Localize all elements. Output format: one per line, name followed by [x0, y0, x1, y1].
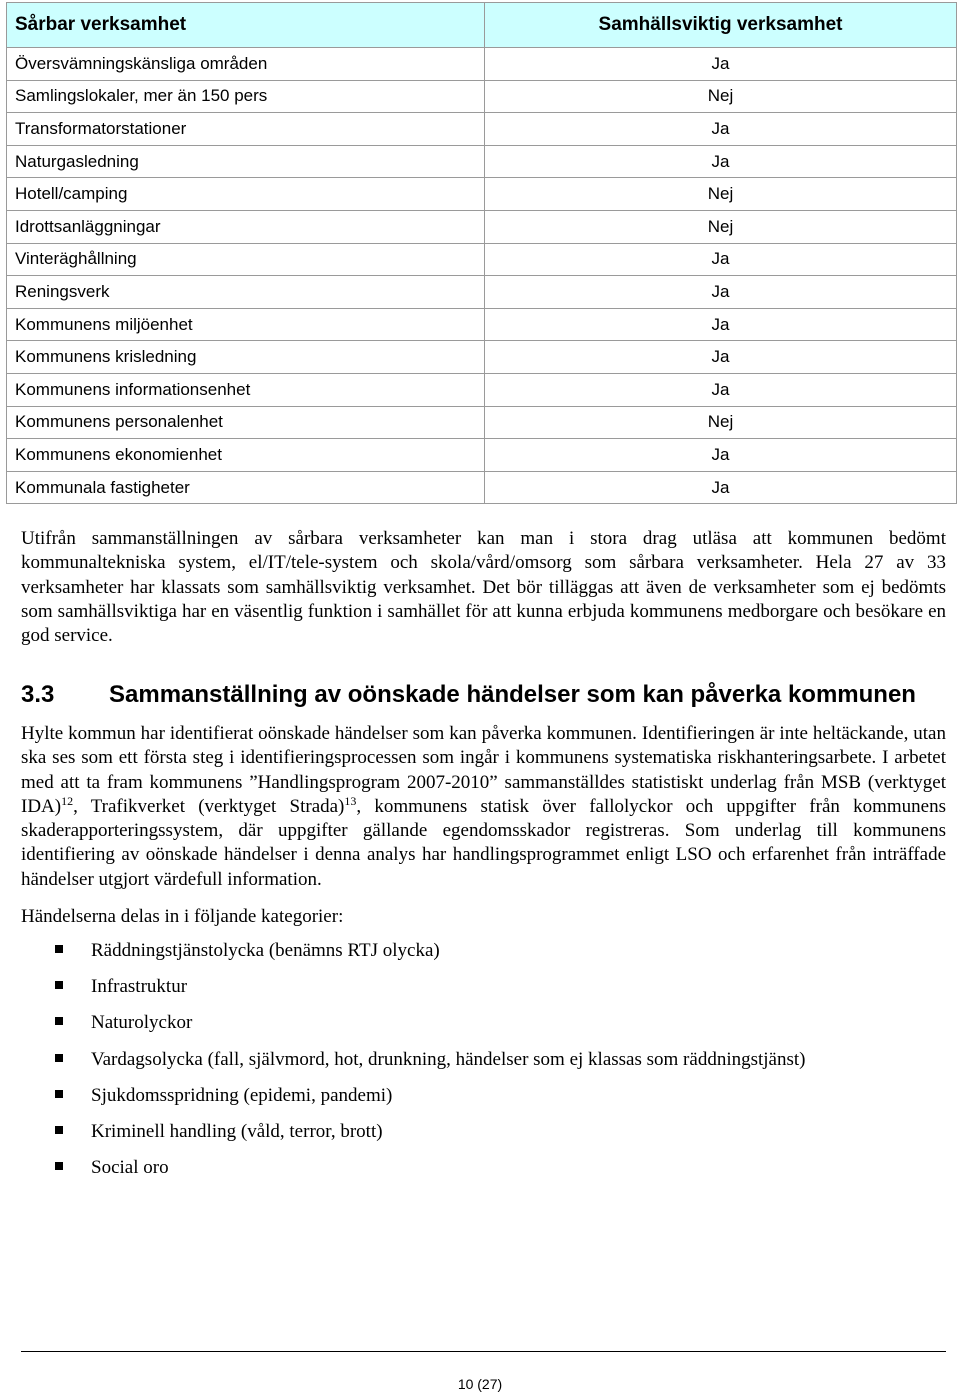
table-row: [7, 373, 957, 406]
category-label: Naturolyckor: [91, 1012, 193, 1034]
square-bullet-icon: [55, 1126, 63, 1134]
samhallsviktig-cell: Ja: [485, 471, 957, 504]
category-label: Social oro: [91, 1157, 169, 1179]
verksamhet-cell: Idrottsanläggningar: [7, 210, 485, 243]
category-label: Vardagsolycka (fall, självmord, hot, drunkning, händelser som ej klassas som räddningstjänst): [91, 1048, 806, 1070]
samhallsviktig-cell: Nej: [485, 210, 957, 243]
category-item: [21, 1156, 805, 1192]
samhallsviktig-cell: Ja: [485, 243, 957, 276]
table-row: [7, 145, 957, 178]
body-text-part2: , Trafikverket (verktyget Strada): [73, 795, 345, 817]
square-bullet-icon: [55, 1017, 63, 1025]
table-header-row: [7, 3, 957, 48]
square-bullet-icon: [55, 981, 63, 989]
table-row: [7, 243, 957, 276]
category-item: [21, 1084, 805, 1120]
verksamhet-cell: Kommunens informationsenhet: [7, 373, 485, 406]
table-row: [7, 80, 957, 113]
table-row: [7, 406, 957, 439]
body-paragraph: [21, 722, 946, 892]
table-row: [7, 308, 957, 341]
verksamhet-cell: Kommunens ekonomienhet: [7, 439, 485, 472]
verksamhet-cell: Hotell/camping: [7, 178, 485, 211]
table-row: [7, 341, 957, 374]
samhallsviktig-cell: Nej: [485, 80, 957, 113]
footnote-ref-13[interactable]: 13: [344, 793, 357, 808]
square-bullet-icon: [55, 1054, 63, 1062]
body-text-part3: , kommunens statisk över fallolyckor och uppgifter från kommunens skaderapporteringssystem, där uppgifter gällande egendomsskador registreras. Som underlag till kommunens identifiering av oönskade händelser i denna analys har handlingsprogrammet enligt LSO och erfarenhet från inträffade händelser utgjort värdefull information.: [21, 795, 946, 890]
category-item: [21, 1120, 805, 1156]
table-row: [7, 210, 957, 243]
table-row: [7, 48, 957, 81]
samhallsviktig-cell: Ja: [485, 308, 957, 341]
category-item: [21, 1048, 805, 1084]
category-item: [21, 975, 805, 1011]
summary-paragraph: Utifrån sammanställningen av sårbara verksamheter kan man i stora drag utläsa att kommunen bedömt kommunaltekniska system, el/IT/tele-system och skola/vård/omsorg som sårbara verksamheter. Hela 27 av 33 verksamheter har klassats som samhällsviktig verksamhet. Det bör tilläggas att även de verksamheter som ej bedömts som samhällsviktiga har en väsentlig funktion i samhället för att kunna erbjuda kommunens medborgare och besökare en god service.: [21, 528, 946, 647]
square-bullet-icon: [55, 945, 63, 953]
samhallsviktig-cell: Ja: [485, 145, 957, 178]
header-sarbar-verksamhet: Sårbar verksamhet: [7, 3, 485, 48]
body-text-part1: Hylte kommun har identifierat oönskade händelser som kan påverka kommunen. Identifieringen är inte heltäckande, utan ska ses som ett första steg i identifieringsprocessen som ingår i kommunens systematiska riskhanteringsarbete. I arbetet med att ta fram kommunens ”Handlingsprogram 2007-2010” sammanställdes statistiskt underlag från MSB (verktyget IDA): [21, 723, 946, 817]
samhallsviktig-cell: Nej: [485, 178, 957, 211]
table-row: [7, 439, 957, 472]
square-bullet-icon: [55, 1090, 63, 1098]
section-title: Sammanställning av oönskade händelser som kan påverka kommunen: [109, 681, 916, 708]
table-row: [7, 471, 957, 504]
table-row: [7, 276, 957, 309]
verksamhet-cell: Kommunens personalenhet: [7, 406, 485, 439]
footnote-ref-12[interactable]: 12: [61, 793, 74, 808]
category-label: Infrastruktur: [91, 976, 188, 998]
footer-divider: [21, 1351, 946, 1352]
category-list: [21, 939, 805, 1192]
samhallsviktig-cell: Ja: [485, 276, 957, 309]
verksamhet-cell: Transformatorstationer: [7, 113, 485, 146]
table-row: [7, 113, 957, 146]
verksamhet-cell: Vinteräghållning: [7, 243, 485, 276]
verksamhet-cell: Översvämningskänsliga områden: [7, 48, 485, 81]
categories-intro: Händelserna delas in i följande kategorier:: [21, 906, 344, 927]
samhallsviktig-cell: Ja: [485, 439, 957, 472]
section-number: 3.3: [21, 681, 55, 708]
section-heading: [21, 680, 916, 710]
verksamhet-cell: Kommunala fastigheter: [7, 471, 485, 504]
category-label: Sjukdomsspridning (epidemi, pandemi): [91, 1084, 393, 1106]
samhallsviktig-cell: Nej: [485, 406, 957, 439]
category-label: Räddningstjänstolycka (benämns RTJ olycka): [91, 940, 440, 961]
samhallsviktig-cell: Ja: [485, 48, 957, 81]
verksamhet-cell: Kommunens krisledning: [7, 341, 485, 374]
category-item: [21, 1011, 805, 1047]
samhallsviktig-cell: Ja: [485, 373, 957, 406]
samhallsviktig-cell: Ja: [485, 341, 957, 374]
verksamhet-cell: Samlingslokaler, mer än 150 pers: [7, 80, 485, 113]
vulnerability-table: [6, 2, 957, 504]
table-body: [7, 48, 957, 504]
header-samhallsviktig-verksamhet: Samhällsviktig verksamhet: [485, 3, 957, 48]
square-bullet-icon: [55, 1162, 63, 1170]
verksamhet-cell: Naturgasledning: [7, 145, 485, 178]
verksamhet-cell: Kommunens miljöenhet: [7, 308, 485, 341]
samhallsviktig-cell: Ja: [485, 113, 957, 146]
table-row: [7, 178, 957, 211]
page-number: 10 (27): [457, 1376, 503, 1392]
verksamhet-cell: Reningsverk: [7, 276, 485, 309]
category-label: Kriminell handling (våld, terror, brott): [91, 1120, 383, 1142]
category-item: [21, 939, 805, 975]
